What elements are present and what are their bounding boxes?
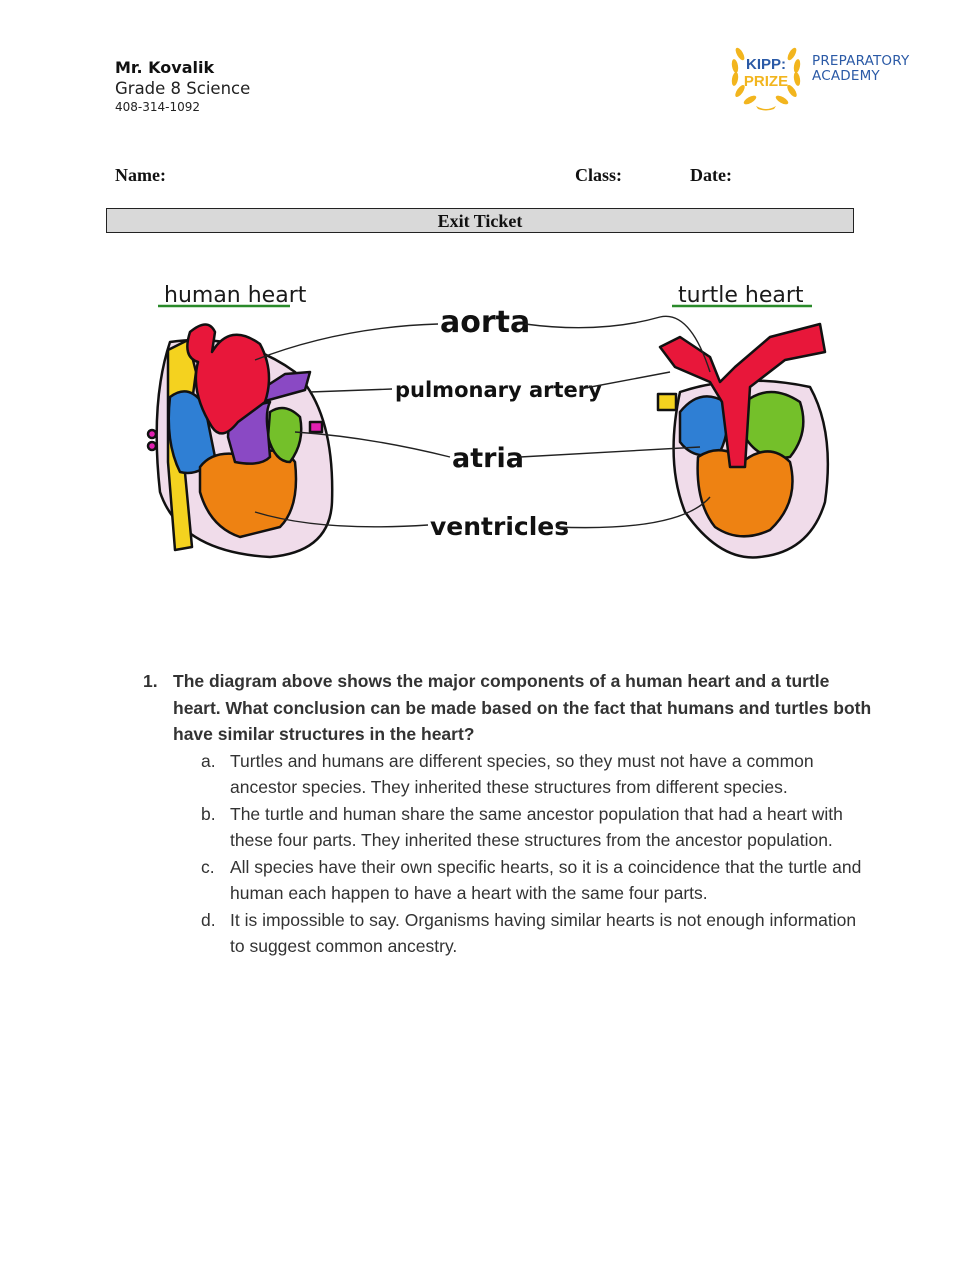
option-letter: d. [201, 909, 216, 930]
exit-ticket-banner: Exit Ticket [106, 208, 854, 233]
label-atria: atria [452, 443, 524, 474]
human-vessel-stub-1 [148, 430, 156, 438]
turtle-right-atrium [680, 396, 728, 455]
human-vessel-stub-3 [310, 422, 322, 432]
question-stem [143, 668, 873, 748]
class-field-label: Class: [575, 165, 623, 185]
logo-badge-line2: PRIZE [743, 73, 789, 90]
laurel-badge-icon [726, 36, 816, 112]
label-aorta: aorta [440, 305, 531, 340]
name-field-label: Name: [115, 165, 166, 185]
answer-option-b[interactable] [143, 801, 873, 854]
option-text: It is impossible to say. Organisms having similar hearts is not enough information to suggest common ancestry. [230, 909, 857, 956]
question-1 [143, 668, 873, 960]
date-field-label: Date: [690, 165, 732, 185]
teacher-info [115, 58, 250, 114]
label-pulmonary-artery: pulmonary artery [395, 378, 602, 402]
school-name [812, 54, 932, 84]
leader-pulmonary-human [310, 389, 392, 392]
human-vessel-stub-2 [148, 442, 156, 450]
option-letter: b. [201, 803, 216, 824]
course-name: Grade 8 Science [115, 79, 251, 98]
logo-badge-line1: KIPP: [745, 56, 787, 73]
turtle-left-atrium [745, 392, 803, 458]
answer-option-c[interactable] [143, 854, 873, 907]
leader-aorta-human [255, 324, 438, 360]
option-letter: a. [201, 750, 216, 771]
answer-option-a[interactable] [143, 748, 873, 801]
turtle-heart-title: turtle heart [678, 283, 804, 308]
school-logo [726, 36, 926, 112]
school-name-line1: PREPARATORY [812, 53, 910, 69]
label-ventricles: ventricles [430, 512, 570, 541]
teacher-phone: 408-314-1092 [115, 100, 201, 114]
answer-option-d[interactable] [143, 907, 873, 960]
heart-comparison-diagram [120, 262, 860, 572]
answer-options [143, 748, 873, 960]
option-text: The turtle and human share the same ancestor population that had a heart with these four parts. They inherited these structures from the ancestor population. [230, 803, 843, 850]
question-text: The diagram above shows the major components of a human heart and a turtle heart. What conclusion can be made based on the fact that humans and turtles both have similar structures in the heart? [173, 671, 872, 744]
school-name-line2: ACADEMY [812, 68, 880, 84]
teacher-name: Mr. Kovalik [115, 58, 215, 77]
human-heart-title: human heart [164, 283, 307, 308]
question-number: 1. [143, 671, 158, 691]
option-text: Turtles and humans are different species, so they must not have a common ancestor species. They inherited these structures from different species. [230, 750, 814, 797]
option-text: All species have their own specific hearts, so it is a coincidence that the turtle and human each happen to have a heart with the same four parts. [230, 856, 862, 903]
turtle-heart-illustration [658, 324, 828, 557]
turtle-vena-stub [658, 394, 676, 410]
option-letter: c. [201, 856, 215, 877]
